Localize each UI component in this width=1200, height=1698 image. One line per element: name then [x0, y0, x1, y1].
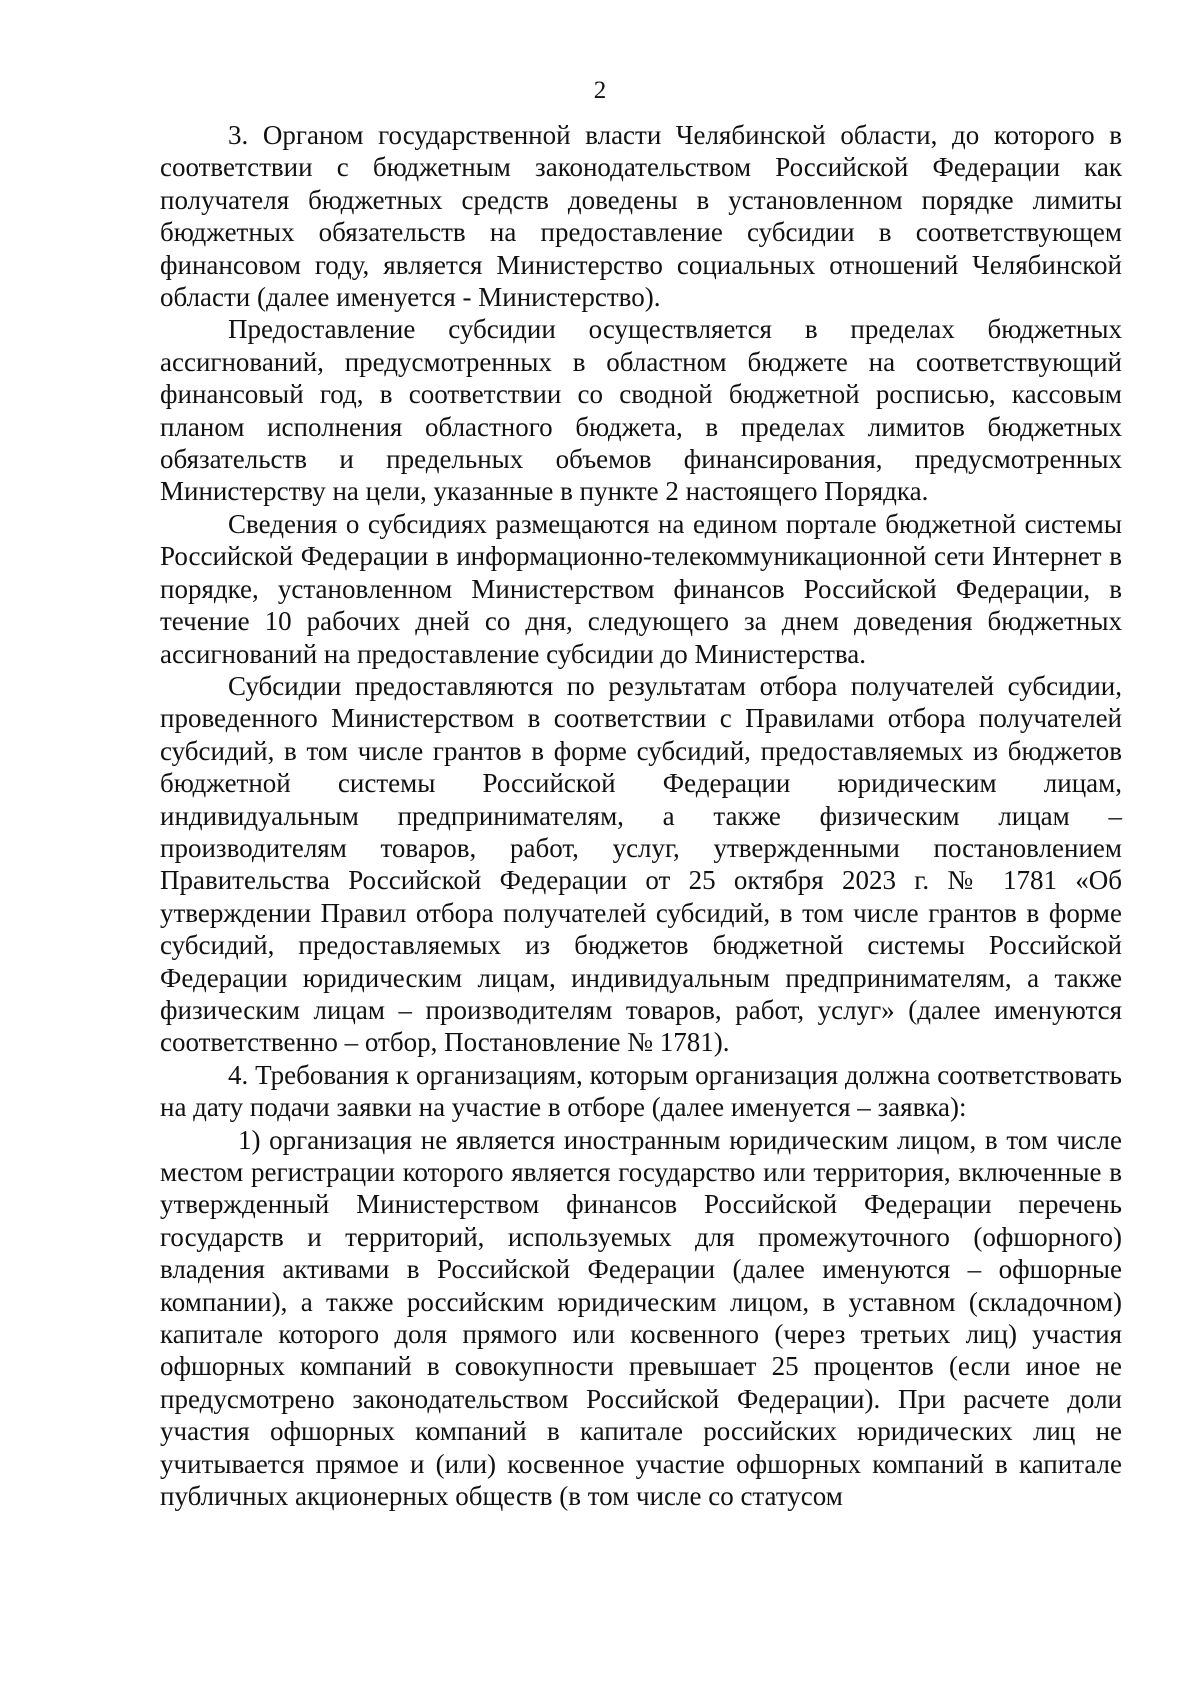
paragraph-item-4: 4. Требования к организациям, которым организация должна соответствовать на дату подачи заявки на участие в отборе (далее именуется – заявка):	[160, 1059, 1122, 1123]
paragraph-subitem-1: 1) организация не является иностранным юридическим лицом, в том числе местом регистрации которого является государство или территория, включенные в утвержденный Министерством финансов Российской Федерации перечень государств и территорий, используемых для промежуточного (офшорного) владения активами в Российской Федерации (далее именуются – офшорные компании), а также российским юридическим лицом, в уставном (складочном) капитале которого доля прямого или косвенного (через третьих лиц) участия офшорных компаний в совокупности превышает 25 процентов (если иное не предусмотрено законодательством Российской Федерации). При расчете доли участия офшорных компаний в капитале российских юридических лиц не учитывается прямое и (или) косвенное участие офшорных компаний в капитале публичных акционерных обществ (в том числе со статусом	[160, 1124, 1122, 1512]
page-number: 2	[593, 77, 607, 104]
paragraph-subsidy-provision: Предоставление субсидии осуществляется в пределах бюджетных ассигнований, предусмотренных в областном бюджете на соответствующий финансовый год, в соответствии со сводной бюджетной росписью, кассовым планом исполнения областного бюджета, в пределах лимитов бюджетных обязательств и предельных объемов финансирования, предусмотренных Министерству на цели, указанные в пункте 2 настоящего Порядка.	[160, 314, 1122, 507]
paragraph-item-3: 3. Органом государственной власти Челябинской области, до которого в соответствии с бюджетным законодательством Российской Федерации как получателя бюджетных средств доведены в установленном порядке лимиты бюджетных обязательств на предоставление субсидии в соответствующем финансовом году, является Министерство социальных отношений Челябинской области (далее именуется - Министерство).	[160, 120, 1122, 313]
paragraph-subsidy-information: Сведения о субсидиях размещаются на едином портале бюджетной системы Российской Федерации в информационно-телекоммуникационной сети Интернет в порядке, установленном Министерством финансов Российской Федерации, в течение 10 рабочих дней со дня, следующего за днем доведения бюджетных ассигнований на предоставление субсидии до Министерства.	[160, 508, 1122, 669]
document-body	[160, 119, 1122, 1512]
paragraph-subsidy-selection: Субсидии предоставляются по результатам отбора получателей субсидии, проведенного Министерством в соответствии с Правилами отбора получателей субсидий, в том числе грантов в форме субсидий, предоставляемых из бюджетов бюджетной системы Российской Федерации юридическим лицам, индивидуальным предпринимателям, а также физическим лицам – производителям товаров, работ, услуг, утвержденными постановлением Правительства Российской Федерации от 25 октября 2023 г. № 1781 «Об утверждении Правил отбора получателей субсидий, в том числе грантов в форме субсидий, предоставляемых из бюджетов бюджетной системы Российской Федерации юридическим лицам, индивидуальным предпринимателям, а также физическим лицам – производителям товаров, работ, услуг» (далее именуются соответственно – отбор, Постановление № 1781).	[160, 670, 1122, 1058]
